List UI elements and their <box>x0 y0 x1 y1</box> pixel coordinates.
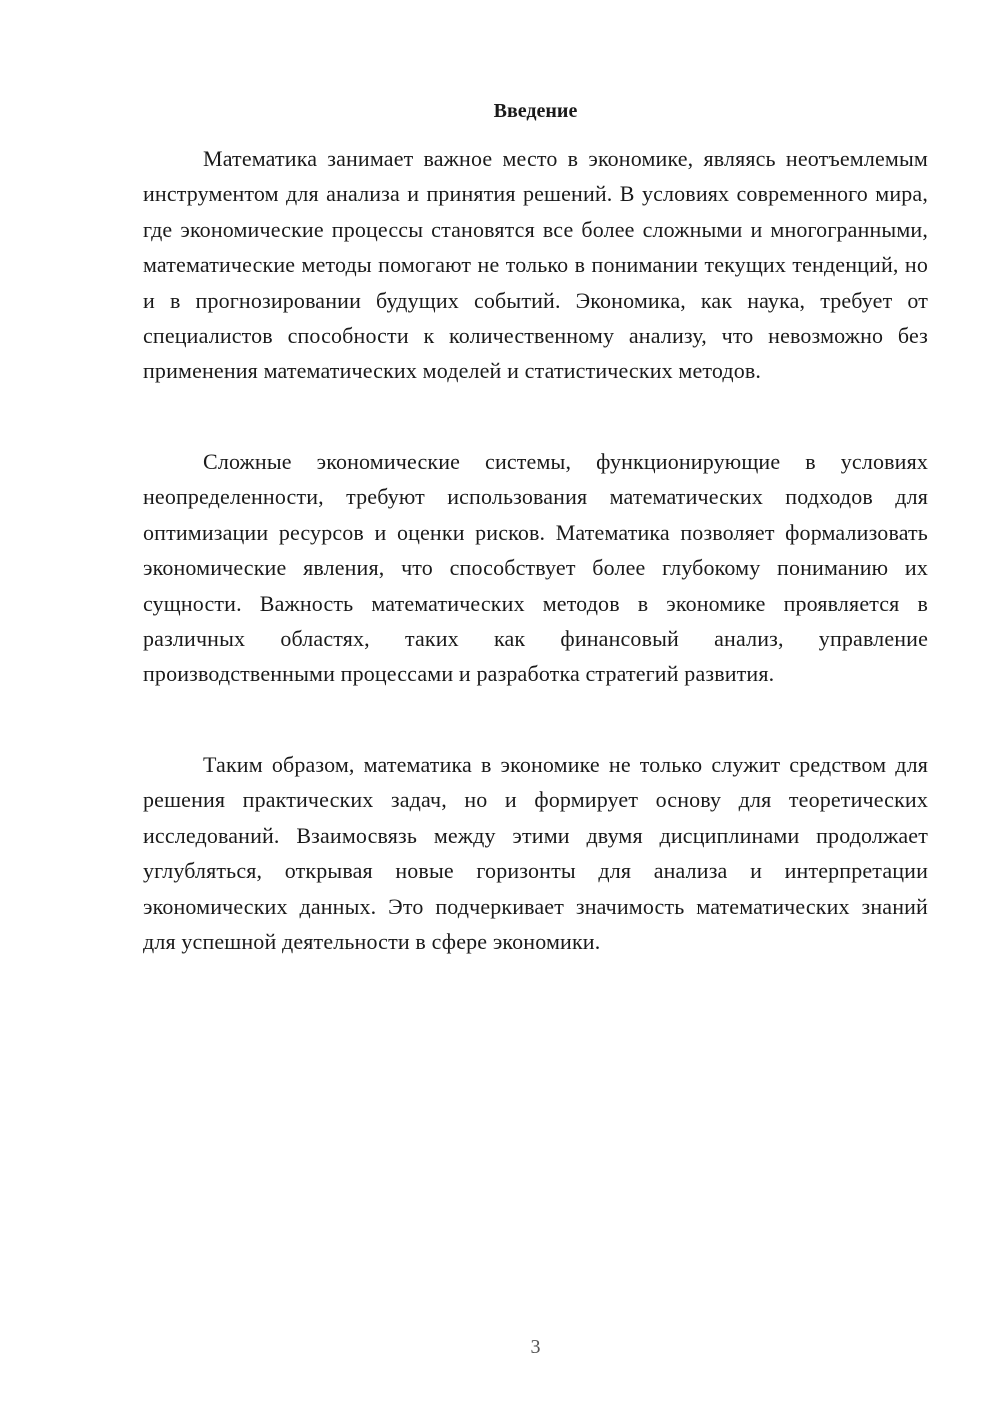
paragraph-3: Таким образом, математика в экономике не только служит средством для решения практических задач, но и формирует основу для теоретических исследований. Взаимосвязь между этими двумя дисциплинами продолжает углубляться, открывая новые горизонты для анализа и интерпретации экономических данных. Это подчеркивает значимость математических знаний для успешной деятельности в сфере экономики. <box>143 752 928 955</box>
paragraph-2: Сложные экономические системы, функционирующие в условиях неопределенности, требуют использования математических подходов для оптимизации ресурсов и оценки рисков. Математика позволяет формализовать экономические явления, что способствует более глубокому пониманию их сущности. Важность математических методов в экономике проявляется в различных областях, таких как финансовый анализ, управление производственными процессами и разработка стратегий развития. <box>143 449 928 687</box>
paragraph-1: Математика занимает важное место в экономике, являясь неотъемлемым инструментом для анализа и принятия решений. В условиях современного мира, где экономические процессы становятся все более сложными и многогранными, математические методы помогают не только в понимании текущих тенденций, но и в прогнозировании будущих событий. Экономика, как наука, требует от специалистов способности к количественному анализу, что невозможно без применения математических моделей и статистических методов. <box>143 146 928 384</box>
page-title: Введение <box>493 100 578 122</box>
page-number: 3 <box>530 1336 541 1358</box>
document-page <box>143 0 928 1414</box>
